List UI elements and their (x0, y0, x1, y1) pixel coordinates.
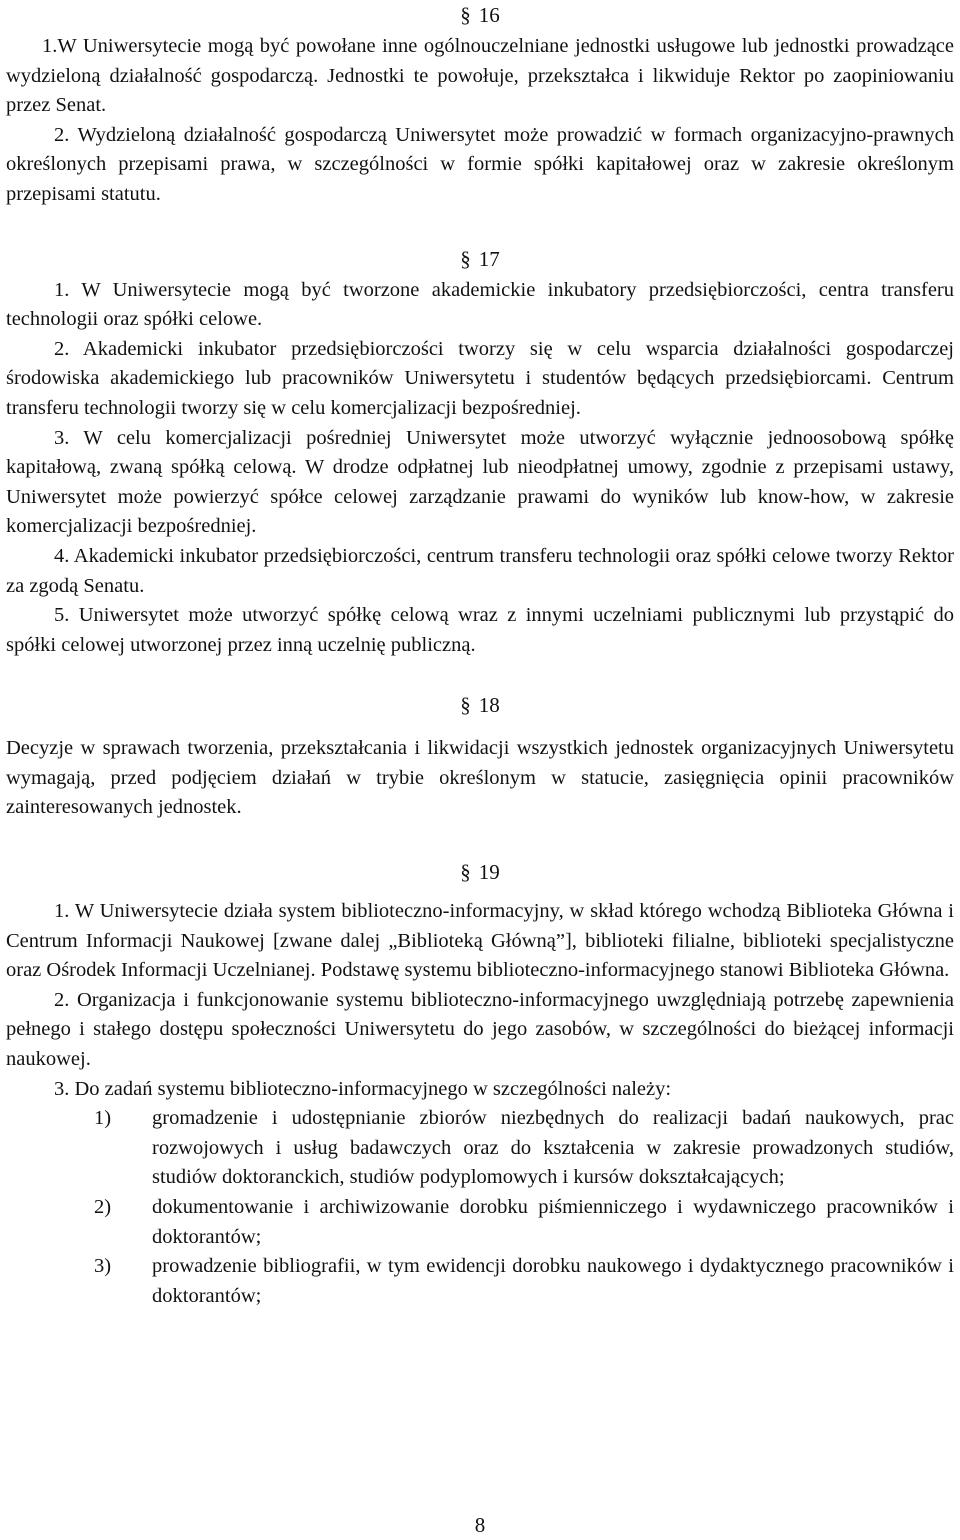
section-symbol: § (460, 3, 471, 27)
tasks-list (6, 1104, 954, 1311)
paragraph-19-1: 1. W Uniwersytecie działa system biblioteczno-informacyjny, w skład którego wchodzą Biblioteka Główna i Centrum Informacji Naukowej [zwane dalej „Biblioteką Główną”], biblioteki filialne, biblioteki specjalistyczne oraz Ośrodek Informacji Uczelnianej. Podstawę systemu biblioteczno-informacyjnego stanowi Biblioteka Główna. (6, 900, 954, 982)
section-number: 16 (478, 3, 500, 27)
list-item (6, 1104, 954, 1193)
list-item-number: 1) (94, 1107, 112, 1130)
paragraph-17-4: 4. Akademicki inkubator przedsiębiorczości, centrum transferu technologii oraz spółki celowe tworzy Rektor za zgodą Senatu. (6, 544, 954, 597)
list-item-number: 3) (94, 1255, 112, 1278)
list-item-number: 2) (94, 1196, 112, 1218)
section-symbol: § (460, 246, 471, 271)
section-heading-18 (6, 690, 954, 720)
section-number: 17 (478, 246, 500, 271)
paragraph-19-2: 2. Organizacja i funkcjonowanie systemu biblioteczno-informacyjnego uwzględniają potrzebę zapewnienia pełnego i stałego dostępu społeczności Uniwersytetu do jego zasobów, w szczególności do bieżącej informacji naukowej. (6, 988, 954, 1071)
page-number: 8 (474, 1513, 486, 1537)
section-number: 18 (478, 693, 500, 718)
paragraph-19-3: 3. Do zadań systemu biblioteczno-informacyjnego w szczególności należy: (54, 1077, 672, 1100)
paragraph-16-2: 2. Wydzieloną działalność gospodarczą Uniwersytet może prowadzić w formach organizacyjno-prawnych określonych przepisami prawa, w szczególności w formie spółki kapitałowej oraz w zakresie określonym przepisami statutu. (6, 123, 954, 205)
paragraph-16-1: 1.W Uniwersytecie mogą być powołane inne ogólnouczelniane jednostki usługowe lub jednostki prowadzące wydzieloną działalność gospodarczą. Jednostki te powołuje, przekształca i likwiduje Rektor po zaopiniowaniu przez Senat. (6, 35, 954, 117)
section-symbol: § (460, 860, 471, 885)
list-item-text: gromadzenie i udostępnianie zbiorów niezbędnych do realizacji badań naukowych, prac rozwojowych i usług badawczych oraz do kształcenia w zakresie prowadzonych studiów, studiów doktoranckich, studiów podyplomowych i kursów dokształcających; (152, 1107, 954, 1189)
section-heading-17 (6, 244, 954, 274)
section-heading-16 (6, 0, 954, 30)
list-item (6, 1252, 954, 1311)
paragraph-17-3: 3. W celu komercjalizacji pośredniej Uniwersytet może utworzyć wyłącznie jednoosobową spółkę kapitałową, zwaną spółką celową. W drodze odpłatnej lub nieodpłatnej umowy, zgodnie z przepisami ustawy, Uniwersytet może powierzyć spółce celowej zarządzanie prawami do wyników lub know-how, w zakresie komercjalizacji bezpośredniej. (6, 426, 954, 538)
list-item (6, 1193, 954, 1252)
paragraph-18-1: Decyzje w sprawach tworzenia, przekształcania i likwidacji wszystkich jednostek organizacyjnych Uniwersytetu wymagają, przed podjęciem działań w trybie określonym w statucie, zasięgnięcia opinii pracowników zainteresowanych jednostek. (6, 737, 954, 819)
document-page (6, 0, 954, 1311)
paragraph-17-1: 1. W Uniwersytecie mogą być tworzone akademickie inkubatory przedsiębiorczości, centra transferu technologii oraz spółki celowe. (6, 278, 954, 331)
list-item-text: dokumentowanie i archiwizowanie dorobku piśmienniczego i wydawniczego pracowników i doktorantów; (152, 1196, 954, 1248)
paragraph-17-5: 5. Uniwersytet może utworzyć spółkę celową wraz z innymi uczelniami publicznymi lub przystąpić do spółki celowej utworzonej przez inną uczelnię publiczną. (6, 604, 954, 656)
list-item-text: prowadzenie bibliografii, w tym ewidencji dorobku naukowego i dydaktycznego pracowników i doktorantów; (152, 1255, 954, 1307)
section-symbol: § (460, 693, 471, 718)
section-number: 19 (478, 860, 500, 885)
paragraph-17-2: 2. Akademicki inkubator przedsiębiorczości tworzy się w celu wsparcia działalności gospodarczej środowiska akademickiego lub pracowników Uniwersytetu i studentów będących przedsiębiorcami. Centrum transferu technologii tworzy się w celu komercjalizacji bezpośredniej. (6, 337, 954, 419)
section-heading-19 (6, 857, 954, 887)
